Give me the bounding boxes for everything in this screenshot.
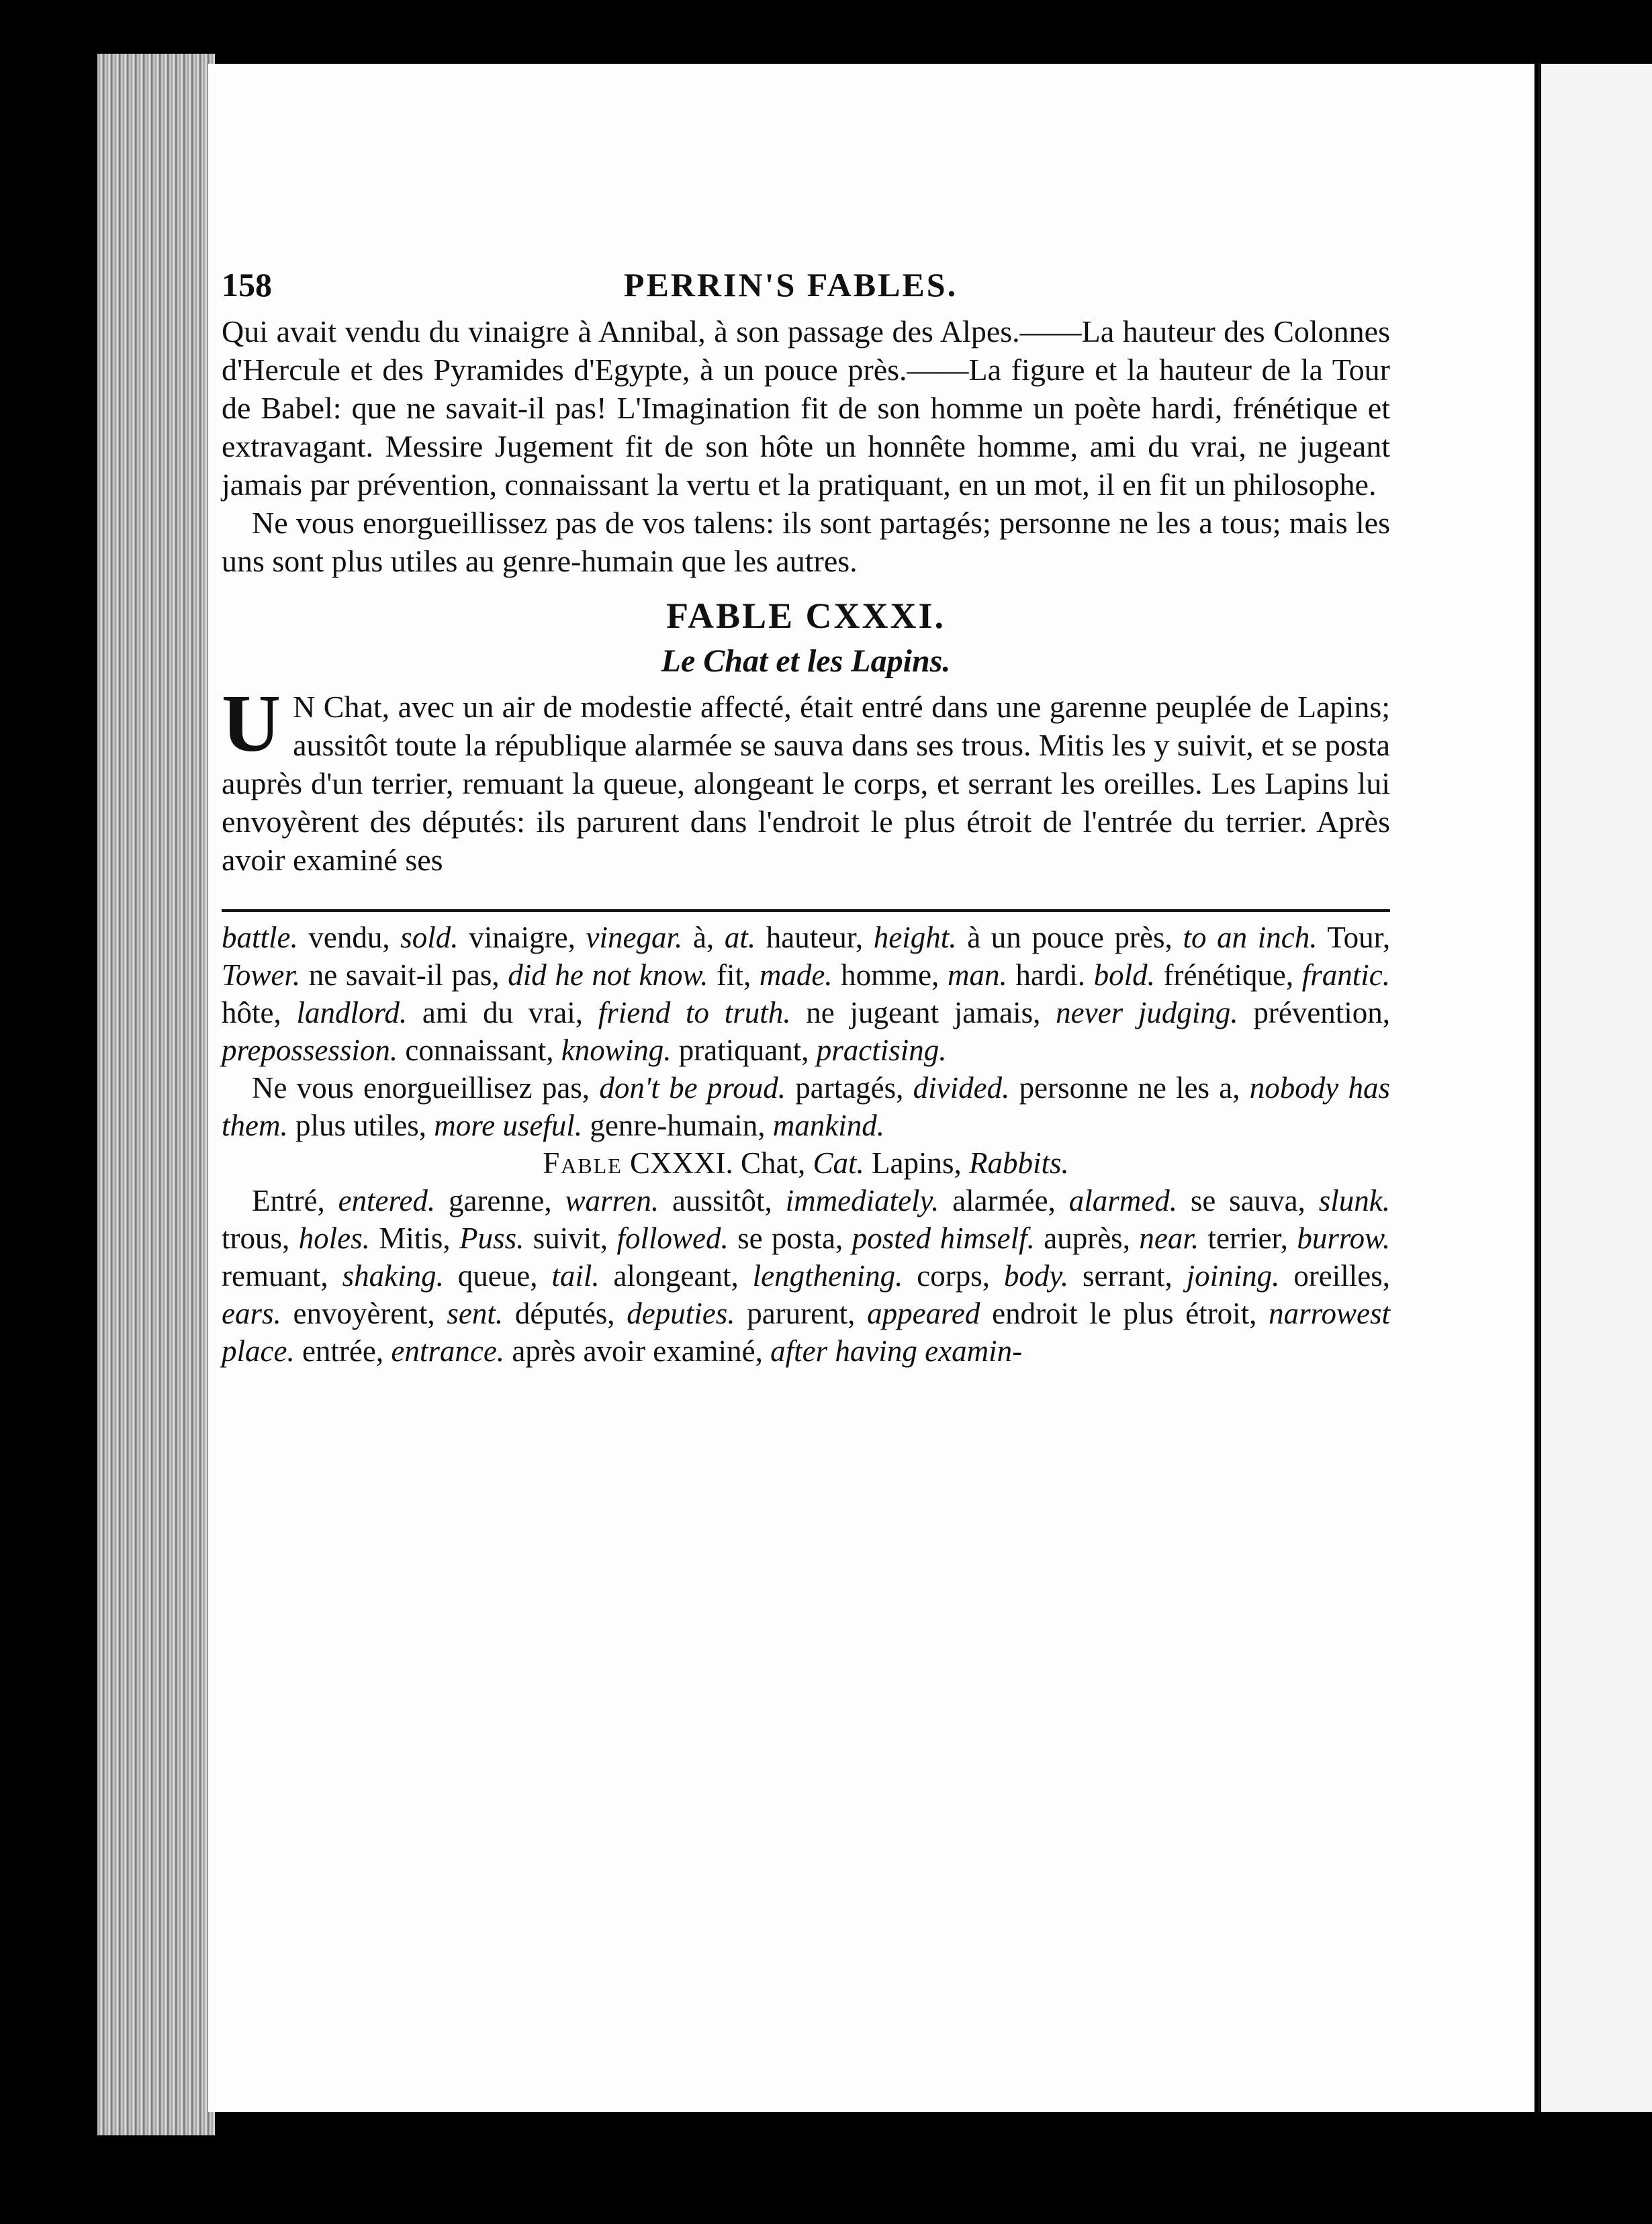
fable-subtitle: Le Chat et les Lapins. <box>661 643 951 679</box>
gloss-term: ami du vrai, <box>422 996 584 1029</box>
gloss-translation: prepossession. <box>222 1033 398 1067</box>
gloss-term: connaissant, <box>405 1033 554 1067</box>
gloss-translation: man. <box>947 958 1007 992</box>
gloss-translation: Rabbits. <box>969 1146 1069 1180</box>
gloss-term: remuant, <box>222 1259 328 1293</box>
gloss-term: ne jugeant jamais, <box>806 996 1041 1029</box>
gloss-term: alarmée, <box>952 1184 1056 1217</box>
gloss-term: Mitis, <box>379 1221 451 1255</box>
gloss-translation: to an inch. <box>1183 921 1318 954</box>
gloss-translation: entered. <box>338 1184 436 1217</box>
gloss-term: Ne vous enorgueillisez pas, <box>252 1071 590 1105</box>
gloss-translation: practising. <box>816 1033 947 1067</box>
notes-block-1 <box>222 919 1390 1069</box>
gloss-term: suivit, <box>533 1221 608 1255</box>
gloss-term: Chat, <box>741 1146 806 1180</box>
gloss-term: ne savait-il pas, <box>308 958 500 992</box>
gloss-term: entrée, <box>302 1334 384 1368</box>
gloss-translation: battle. <box>222 921 298 954</box>
drop-cap: U <box>222 678 281 769</box>
gloss-term: vendu, <box>308 921 390 954</box>
gloss-term: fit, <box>716 958 751 992</box>
gloss-translation: posted himself. <box>852 1221 1035 1255</box>
gloss-translation: narrowest place. <box>222 1297 1391 1368</box>
gloss-term: terrier, <box>1207 1221 1288 1255</box>
gloss-term: genre-humain, <box>590 1109 766 1142</box>
page-number: 158 <box>222 266 272 304</box>
facing-page-edge <box>1538 64 1652 2112</box>
gloss-translation: mankind. <box>772 1109 884 1142</box>
gloss-term: Lapins, <box>872 1146 962 1180</box>
gloss-translation: Tower. <box>222 958 301 992</box>
gloss-term: personne ne les a, <box>1019 1071 1240 1105</box>
gloss-translation: after having examin- <box>770 1334 1023 1368</box>
gloss-term: après avoir examiné, <box>512 1334 763 1368</box>
gloss-term: endroit le plus étroit, <box>992 1297 1257 1330</box>
gloss-translation: warren. <box>565 1184 659 1217</box>
running-title: PERRIN'S FABLES. <box>623 266 958 304</box>
gloss-term: trous, <box>222 1221 290 1255</box>
fable-number: CXXXI. <box>630 1146 733 1180</box>
gloss-term: vinaigre, <box>469 921 576 954</box>
fable-text <box>222 678 1390 879</box>
running-head <box>222 265 1390 312</box>
gloss-term: pratiquant, <box>678 1033 809 1067</box>
gloss-term: serrant, <box>1083 1259 1173 1293</box>
gloss-term: plus utiles, <box>295 1109 426 1142</box>
book-page-edges <box>97 54 215 2135</box>
gloss-term: homme, <box>841 958 939 992</box>
gloss-term: prévention, <box>1253 996 1391 1029</box>
gloss-translation: divided. <box>913 1071 1010 1105</box>
gloss-translation: bold. <box>1093 958 1155 992</box>
gloss-translation: did he not know. <box>508 958 708 992</box>
footnote-divider <box>222 909 1390 912</box>
gloss-translation: never judging. <box>1056 996 1238 1029</box>
gloss-term: se posta, <box>737 1221 843 1255</box>
paragraph-1: Qui avait vendu du vinaigre à Annibal, à son passage des Alpes.——La hauteur des Colonnes d'Hercule et des Pyramides d'Egypte, à un pouce près.——La figure et la hauteur de la Tour de Babel: que ne savait-il pas! L'Imagination fit de son homme un poète hardi, frénétique et extravagant. Messire Jugement fit de son hôte un honnête homme, ami du vrai, ne jugeant jamais par prévention, connaissant la vertu et la pratiquant, en un mot, il en fit un philosophe. <box>222 314 1390 502</box>
fable-word: Fable <box>543 1146 623 1180</box>
main-text <box>222 312 1390 580</box>
gloss-translation: don't be proud. <box>599 1071 786 1105</box>
gloss-term: hôte, <box>222 996 281 1029</box>
gloss-translation: burrow. <box>1297 1221 1391 1255</box>
gloss-translation: Puss. <box>459 1221 524 1255</box>
vocabulary-notes <box>222 919 1390 1370</box>
gloss-term: hardi. <box>1015 958 1086 992</box>
gloss-translation: joining. <box>1186 1259 1280 1293</box>
gloss-translation: deputies. <box>627 1297 735 1330</box>
gloss-term: hauteur, <box>766 921 864 954</box>
gloss-translation: Cat. <box>813 1146 864 1180</box>
gloss-term: partagés, <box>795 1071 904 1105</box>
gloss-translation: body. <box>1003 1259 1069 1293</box>
fable-line-glosses <box>741 1146 1069 1180</box>
gloss-translation: slunk. <box>1318 1184 1391 1217</box>
notes-fable-line <box>222 1144 1390 1182</box>
gloss-term: se sauva, <box>1190 1184 1305 1217</box>
gloss-translation: alarmed. <box>1068 1184 1177 1217</box>
gloss-term: à, <box>692 921 715 954</box>
gloss-translation: shaking. <box>342 1259 444 1293</box>
gloss-term: auprès, <box>1044 1221 1130 1255</box>
gloss-term: députés, <box>514 1297 615 1330</box>
fable-body: N Chat, avec un air de modestie affecté, était entré dans une garenne peuplée de Lapins; aussitôt toute la république alarmée se sauva dans ses trous. Mitis les y suivit, et se posta auprès d'un terrier, remuant la queue, alongeant le corps, et serrant les oreilles. Les Lapins lui envoyèrent des députés: ils parurent dans l'endroit le plus étroit de l'entrée du terrier. Après avoir examiné ses <box>222 690 1390 877</box>
gloss-term: queue, <box>457 1259 538 1293</box>
gloss-term: oreilles, <box>1293 1259 1391 1293</box>
gloss-translation: near. <box>1139 1221 1199 1255</box>
gloss-translation: frantic. <box>1301 958 1390 992</box>
gloss-translation: entrance. <box>391 1334 505 1368</box>
gloss-term: à un pouce près, <box>967 921 1173 954</box>
gloss-translation: landlord. <box>296 996 408 1029</box>
gloss-translation: lengthening. <box>752 1259 903 1293</box>
gloss-translation: immediately. <box>785 1184 939 1217</box>
gloss-term: aussitôt, <box>672 1184 772 1217</box>
gloss-term: frénétique, <box>1163 958 1294 992</box>
gloss-term: garenne, <box>448 1184 552 1217</box>
gloss-translation: friend to truth. <box>598 996 791 1029</box>
gloss-term: corps, <box>917 1259 990 1293</box>
notes-block-3 <box>222 1182 1390 1370</box>
fable-heading: FABLE CXXXI. <box>666 596 946 636</box>
notes-block-2 <box>222 1069 1390 1144</box>
gloss-term: Tour, <box>1327 921 1391 954</box>
gloss-translation: made. <box>759 958 833 992</box>
gloss-translation: followed. <box>616 1221 729 1255</box>
paragraph-2: Ne vous enorgueillissez pas de vos talens: ils sont partagés; personne ne les a tous; mais les uns sont plus utiles au genre-humain que les autres. <box>222 506 1390 578</box>
gloss-term: alongeant, <box>613 1259 739 1293</box>
gloss-translation: more useful. <box>434 1109 583 1142</box>
gloss-translation: sold. <box>400 921 459 954</box>
gloss-translation: nobody has them. <box>222 1071 1390 1142</box>
gloss-term: envoyèrent, <box>293 1297 435 1330</box>
gloss-translation: at. <box>724 921 756 954</box>
gloss-translation: vinegar. <box>586 921 683 954</box>
gloss-translation: sent. <box>447 1297 504 1330</box>
gloss-term: parurent, <box>747 1297 856 1330</box>
gloss-translation: ears. <box>222 1297 281 1330</box>
gloss-translation: knowing. <box>561 1033 672 1067</box>
gloss-translation: appeared <box>867 1297 980 1330</box>
gloss-term: Entré, <box>252 1184 325 1217</box>
gloss-translation: tail. <box>551 1259 600 1293</box>
gloss-translation: height. <box>873 921 957 954</box>
page-content <box>222 265 1390 1370</box>
gloss-translation: holes. <box>298 1221 370 1255</box>
